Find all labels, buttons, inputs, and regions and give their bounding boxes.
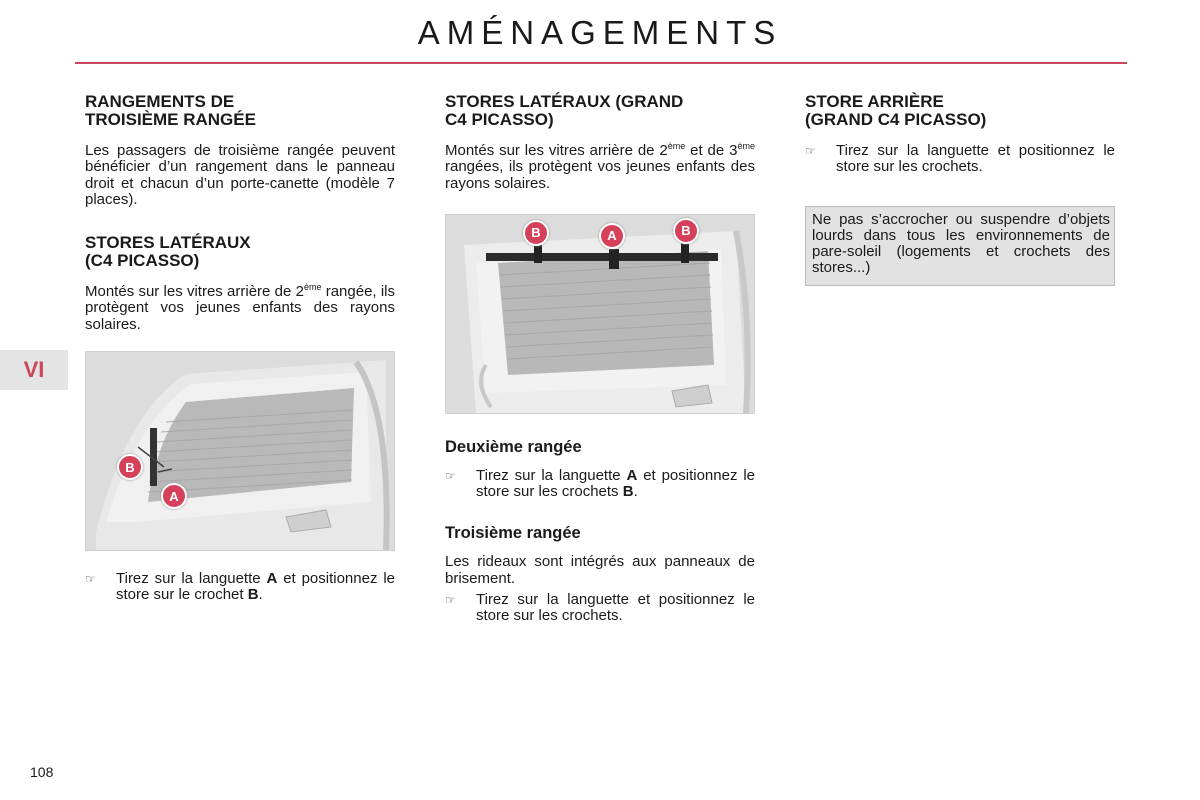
side-blind-grand-c4-figure: [445, 214, 755, 414]
page-number: 108: [30, 764, 54, 780]
title-line: STORE ARRIÈRE: [805, 92, 944, 111]
text-part: rangées, ils protègent vos jeunes enfants des rayons solaires.: [445, 158, 755, 192]
side-blind-c4-illustration: [86, 352, 394, 550]
title-line: STORES LATÉRAUX (GRAND: [445, 92, 684, 111]
side-blind-grand-c4-illustration: [446, 215, 754, 413]
label-b-left: B: [531, 225, 541, 241]
subsection-title-second-row: Deuxième rangée: [445, 437, 582, 456]
instruction-second-row: [445, 468, 755, 501]
side-blinds-grand-c4-text: [445, 143, 755, 192]
text-part: Montés sur les vitres arrière de 2: [445, 142, 668, 159]
text-part: Tirez sur la languette: [116, 570, 267, 588]
section-title-side-blinds-grand-c4: [445, 93, 755, 129]
text-part: Tirez sur la languette: [476, 466, 627, 484]
title-line: (GRAND C4 PICASSO): [805, 110, 987, 129]
text-part: Tirez sur la languette et positionnez le store sur les crochets.: [476, 591, 755, 625]
label-a-badge: [161, 483, 187, 509]
bold-label: B: [622, 483, 634, 501]
side-blind-c4-figure: [85, 351, 395, 551]
instruction-c4: [85, 571, 395, 604]
superscript: ème: [667, 141, 686, 151]
pointing-hand-icon: ☞: [805, 144, 816, 158]
text-part: Montés sur les vitres arrière de 2: [85, 283, 304, 301]
text-part: rangée, ils protègent vos jeunes enfants des rayons solaires.: [85, 283, 395, 333]
column-middle: [445, 93, 755, 625]
section-title-rear-blind: [805, 93, 1115, 129]
chapter-tab[interactable]: VI: [0, 350, 68, 390]
side-blinds-c4-text: [85, 284, 395, 333]
section-title-side-blinds-c4: [85, 234, 395, 270]
superscript: ème: [303, 282, 322, 293]
third-row-storage-text: Les passagers de troisième rangée peuvent bénéficier d’un rangement dans le panneau droit et chacun d’un porte-canette (modèle 7 places).: [85, 142, 395, 208]
title-divider: [75, 62, 1127, 64]
third-row-text: Les rideaux sont intégrés aux panneaux de brisement.: [445, 553, 755, 587]
bold-label: B: [247, 586, 259, 604]
title-line: TROISIÈME RANGÉE: [85, 110, 256, 129]
bold-label: A: [626, 466, 638, 484]
text-part: .: [258, 586, 263, 604]
label-b-badge: [117, 454, 143, 480]
label-b-left-badge: [523, 220, 549, 246]
bold-label: A: [266, 570, 278, 588]
superscript: ème: [737, 141, 755, 151]
subsection-title-third-row: Troisième rangée: [445, 524, 581, 543]
label-a: A: [607, 228, 617, 244]
column-right: [805, 93, 1115, 286]
label-b-right-badge: [673, 218, 699, 244]
pointing-hand-icon: ☞: [85, 572, 96, 587]
pointing-hand-icon: ☞: [445, 593, 456, 608]
text-part: et positionnez le store sur les crochets: [476, 466, 755, 501]
page-title: AMÉNAGEMENTS: [417, 14, 783, 51]
title-line: (C4 PICASSO): [85, 251, 200, 271]
pointing-hand-icon: ☞: [445, 468, 456, 483]
section-title-third-row-storage: [85, 93, 395, 129]
text-part: et positionnez le store sur le crochet: [116, 570, 395, 604]
warning-notice: Ne pas s’accrocher ou suspendre d’objets lourds dans tous les environnements de pare-soleil (logements et crochets des stores...): [805, 206, 1115, 286]
column-left: [85, 93, 395, 604]
title-line: STORES LATÉRAUX: [85, 233, 251, 253]
text-part: Tirez sur la languette et positionnez le store sur les crochets.: [836, 142, 1115, 176]
label-a: A: [169, 488, 179, 504]
label-a-badge: [599, 223, 625, 249]
label-b: B: [125, 459, 135, 475]
instruction-third-row: [445, 592, 755, 625]
text-part: .: [633, 483, 638, 501]
instruction-rear-blind: [805, 143, 1115, 176]
title-line: RANGEMENTS DE: [85, 92, 235, 111]
title-line: C4 PICASSO): [445, 110, 554, 129]
label-b-right: B: [681, 223, 691, 239]
text-part: et de 3: [685, 142, 738, 159]
